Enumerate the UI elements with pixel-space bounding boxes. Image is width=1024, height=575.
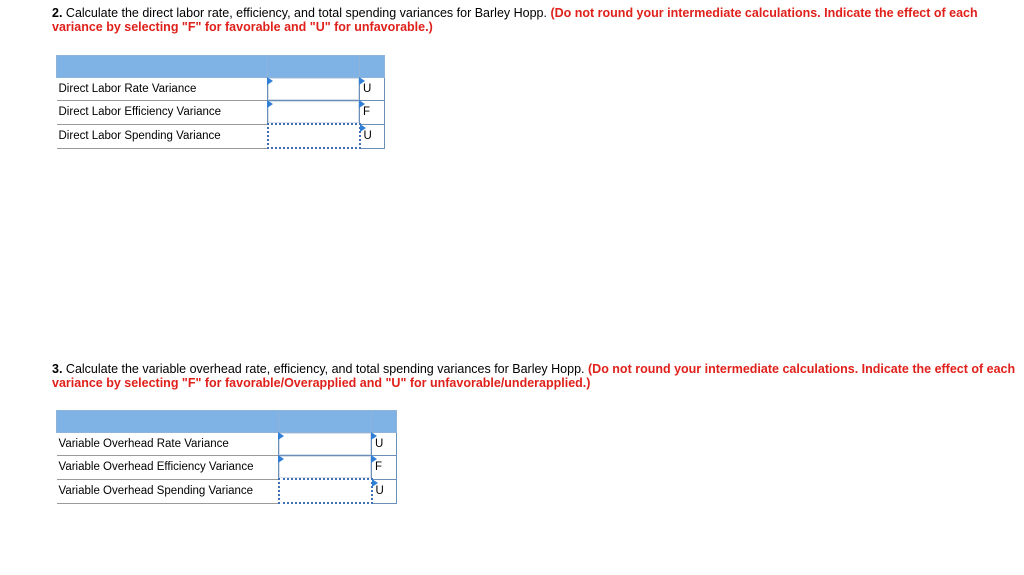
table-row [57, 124, 385, 148]
table-header-row [57, 56, 385, 78]
table-header-row [57, 411, 397, 433]
question-number: 3. [52, 362, 63, 376]
question-text: Calculate the direct labor rate, efficiency, and total spending variances for Barley Hopp. [65, 6, 547, 20]
amount-cell [268, 101, 360, 125]
effect-value: U [363, 130, 372, 142]
direct-labor-rate-effect-select[interactable] [360, 78, 385, 101]
variable-overhead-variance-table [56, 410, 397, 504]
question-text: Calculate the variable overhead rate, efficiency, and total spending variances for Barley Hopp. [65, 362, 585, 376]
question-instruction: (Do not round your intermediate calculations. Indicate the effect of each variance by selecting "F" for favorable and "U" for unfavorable.) [52, 6, 978, 34]
effect-value: U [375, 485, 384, 497]
answer-marker-icon [267, 100, 273, 108]
variable-overhead-spending-effect-select[interactable] [372, 479, 397, 503]
question-number: 2. [52, 6, 63, 20]
header-cell [372, 411, 397, 433]
table-row [57, 433, 397, 456]
row-label: Direct Labor Spending Variance [57, 124, 268, 148]
variable-overhead-efficiency-variance-input[interactable] [279, 456, 371, 478]
row-label: Direct Labor Efficiency Variance [57, 101, 268, 125]
answer-marker-icon [371, 455, 377, 463]
direct-labor-efficiency-variance-input[interactable] [268, 101, 359, 123]
table-row [57, 456, 397, 480]
header-cell [279, 411, 372, 433]
header-cell [268, 56, 360, 78]
effect-value: F [375, 461, 383, 474]
direct-labor-rate-variance-input[interactable] [268, 78, 359, 100]
amount-cell [268, 124, 360, 148]
table-row [57, 101, 385, 125]
answer-marker-icon [359, 77, 365, 85]
variable-overhead-spending-variance-input[interactable] [280, 480, 371, 502]
row-label: Variable Overhead Spending Variance [57, 479, 279, 503]
direct-labor-variance-table [56, 55, 385, 149]
amount-cell [279, 479, 372, 503]
answer-marker-icon [372, 479, 378, 487]
variable-overhead-rate-variance-input[interactable] [279, 433, 371, 455]
direct-labor-spending-effect-select[interactable] [360, 124, 385, 148]
answer-marker-icon [360, 124, 366, 132]
amount-cell [279, 433, 372, 456]
row-label: Direct Labor Rate Variance [57, 78, 268, 101]
answer-marker-icon [278, 432, 284, 440]
direct-labor-efficiency-effect-select[interactable] [360, 101, 385, 125]
question-instruction: (Do not round your intermediate calculations. Indicate the effect of each variance by selecting "F" for favorable/Overapplied and "U" for unfavorable/underapplied.) [52, 362, 1016, 390]
table-row [57, 78, 385, 101]
table-row [57, 479, 397, 503]
effect-value: F [363, 106, 371, 119]
header-cell [57, 411, 279, 433]
header-cell [57, 56, 268, 78]
variable-overhead-rate-effect-select[interactable] [372, 433, 397, 456]
effect-value: U [363, 83, 372, 95]
row-label: Variable Overhead Efficiency Variance [57, 456, 279, 480]
question-2-prompt [52, 6, 1020, 34]
amount-cell [268, 78, 360, 101]
row-label: Variable Overhead Rate Variance [57, 433, 279, 456]
question-3-prompt [52, 362, 1020, 390]
answer-marker-icon [359, 100, 365, 108]
answer-marker-icon [278, 455, 284, 463]
effect-value: U [375, 438, 384, 450]
answer-marker-icon [371, 432, 377, 440]
answer-marker-icon [267, 77, 273, 85]
header-cell [360, 56, 385, 78]
variable-overhead-efficiency-effect-select[interactable] [372, 456, 397, 480]
amount-cell [279, 456, 372, 480]
direct-labor-spending-variance-input[interactable] [269, 125, 359, 147]
